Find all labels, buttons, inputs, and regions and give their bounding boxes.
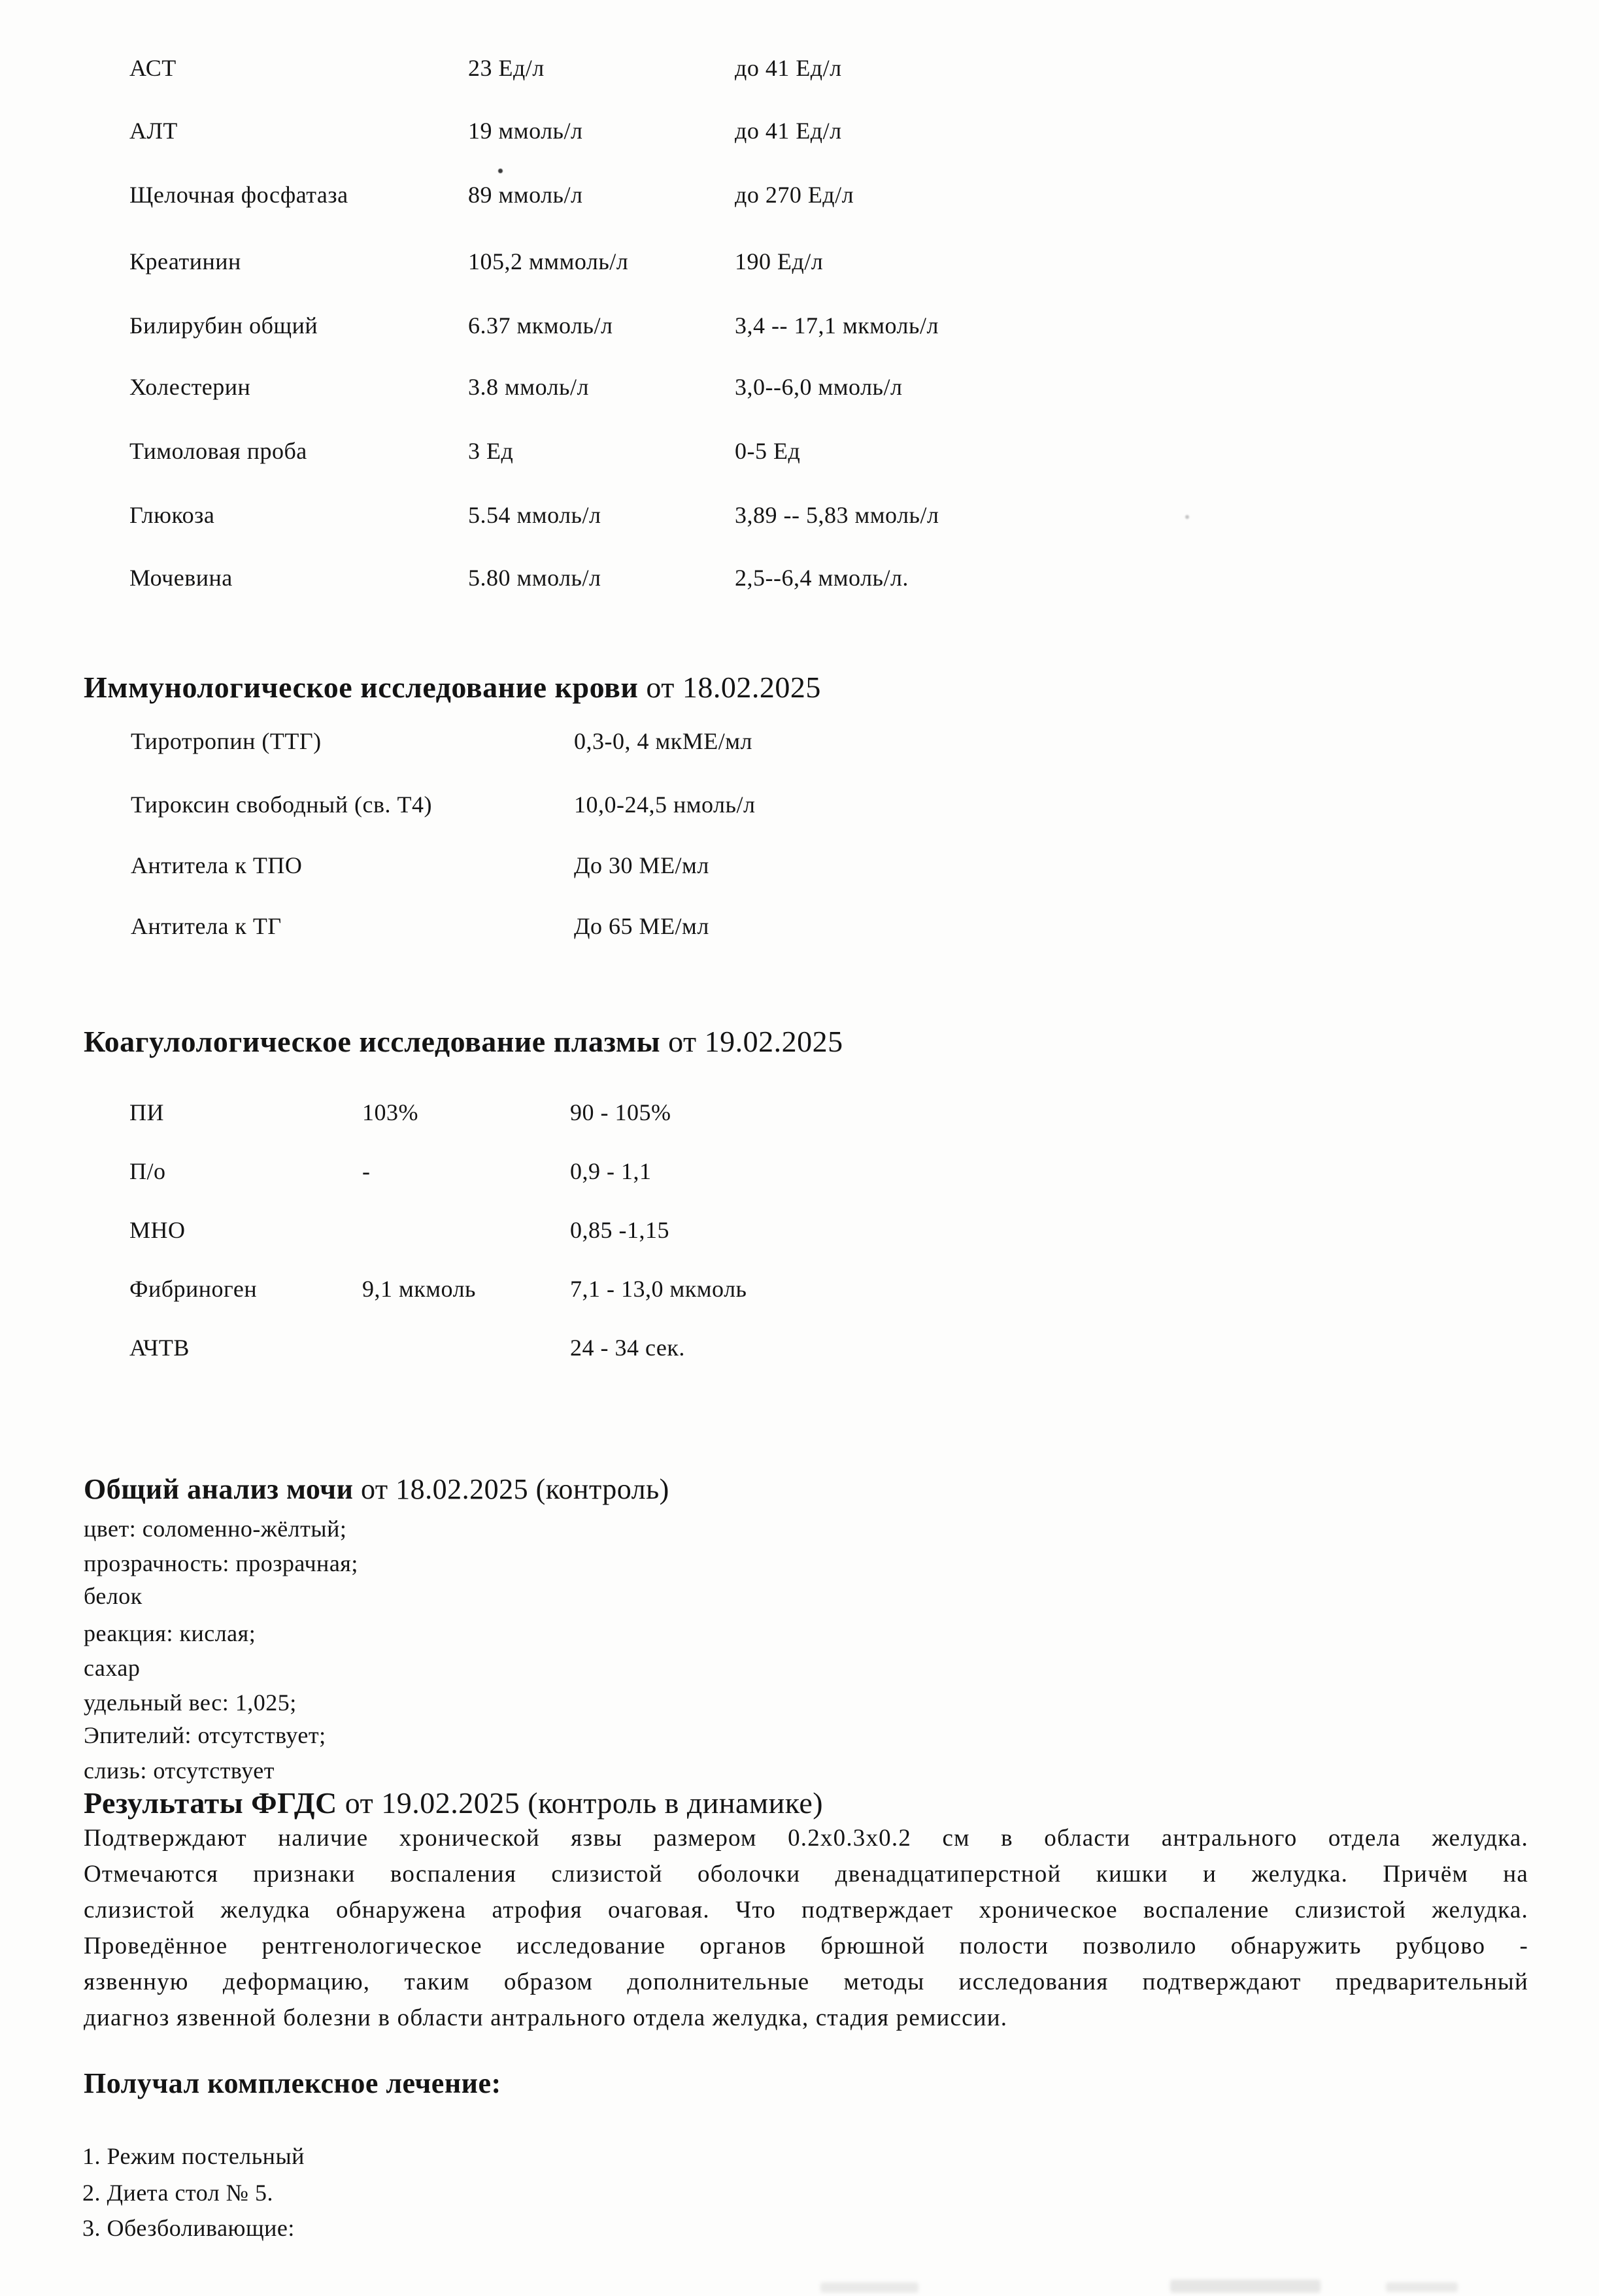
analyte-norm: До 65 МЕ/мл	[574, 913, 709, 939]
section-title-bold: Коагулологическое исследование плазмы	[84, 1025, 661, 1058]
analyte-name: Фибриноген	[129, 1276, 258, 1302]
analyte-norm: 90 - 105%	[570, 1099, 671, 1125]
analyte-name: Мочевина	[129, 565, 233, 591]
section-title	[84, 1027, 843, 1057]
analyte-value: 5.54 ммоль/л	[468, 502, 601, 528]
analyte-norm: до 41 Ед/л	[735, 118, 842, 144]
section-title	[84, 1475, 669, 1504]
fgds-paragraph-line: Подтверждают наличие хронической язвы размером 0.2х0.3х0.2 см в области антрального отдела желудка.	[84, 1826, 1528, 1852]
treatment-item: 1. Режим постельный	[82, 2143, 305, 2169]
analyte-value: 105,2 мммоль/л	[468, 248, 629, 275]
analyte-value: 103%	[362, 1099, 418, 1125]
table-row	[0, 793, 1599, 827]
analyte-name: Щелочная фосфатаза	[129, 182, 348, 208]
analyte-value: 9,1 мкмоль	[362, 1276, 476, 1302]
urine-clarity-line: прозрачность: прозрачная;	[84, 1550, 358, 1576]
scan-smudge	[820, 2282, 918, 2293]
table-row	[0, 1159, 1599, 1193]
analyte-norm: 7,1 - 13,0 мкмоль	[570, 1276, 747, 1302]
analyte-name: Креатинин	[129, 248, 241, 275]
analyte-name: П/о	[129, 1158, 166, 1184]
fgds-paragraph-line: диагноз язвенной болезни в области антрального отдела желудка, стадия ремиссии.	[84, 2005, 1008, 2031]
analyte-value: -	[362, 1158, 371, 1184]
table-row	[0, 914, 1599, 948]
analyte-name: АЛТ	[129, 118, 178, 144]
analyte-name: Тимоловая проба	[129, 438, 307, 464]
treatment-item: 2. Диета стол № 5.	[82, 2180, 274, 2206]
table-row	[0, 1218, 1599, 1252]
section-title-bold: Иммунологическое исследование крови	[84, 671, 639, 704]
table-row	[0, 566, 1599, 600]
analyte-norm: 0,9 - 1,1	[570, 1158, 652, 1184]
table-row	[0, 56, 1599, 90]
scan-speck	[1185, 515, 1189, 519]
analyte-name: ПИ	[129, 1099, 164, 1125]
fgds-paragraph-line: Отмечаются признаки воспаления слизистой оболочки двенадцатиперстной кишки и желудка. Причём на	[84, 1862, 1528, 1888]
analyte-value: 19 ммоль/л	[468, 118, 583, 144]
analyte-name: АСТ	[129, 55, 177, 81]
section-title-bold: Результаты ФГДС	[84, 1786, 337, 1820]
analyte-value: 3 Ед	[468, 438, 514, 464]
fgds-paragraph-line: слизистой желудка обнаружена атрофия очаговая. Что подтверждает хроническое воспаление слизистой желудка.	[84, 1898, 1528, 1923]
table-row	[0, 1277, 1599, 1311]
analyte-norm: 0,85 -1,15	[570, 1217, 669, 1243]
analyte-name: Тиротропин (ТТГ)	[131, 728, 322, 754]
analyte-norm: до 270 Ед/л	[735, 182, 854, 208]
fgds-paragraph-line: язвенную деформацию, таким образом дополнительные методы исследования подтверждают предварительный	[84, 1970, 1528, 1995]
analyte-norm: 0-5 Ед	[735, 438, 801, 464]
section-title	[84, 2069, 501, 2098]
analyte-name: Антитела к ТГ	[131, 913, 282, 939]
analyte-norm: 3,89 -- 5,83 ммоль/л	[735, 502, 939, 528]
scan-smudge	[1170, 2280, 1321, 2293]
table-row	[0, 729, 1599, 763]
analyte-norm: 2,5--6,4 ммоль/л.	[735, 565, 909, 591]
section-title-bold: Общий анализ мочи	[84, 1473, 354, 1505]
analyte-norm: 3,4 -- 17,1 мкмоль/л	[735, 312, 939, 339]
urine-mucus-line: слизь: отсутствует	[84, 1757, 275, 1784]
table-row	[0, 183, 1599, 217]
analyte-name: Тироксин свободный (св. Т4)	[131, 791, 432, 818]
analyte-norm: 10,0-24,5 нмоль/л	[574, 791, 756, 818]
analyte-name: Антитела к ТПО	[131, 852, 303, 878]
section-title	[84, 1788, 823, 1818]
section-title-date: от 19.02.2025 (контроль в динамике)	[337, 1786, 824, 1820]
section-title-date: от 18.02.2025 (контроль)	[353, 1473, 669, 1505]
analyte-norm: 190 Ед/л	[735, 248, 824, 275]
analyte-value: 89 ммоль/л	[468, 182, 583, 208]
analyte-name: Билирубин общий	[129, 312, 318, 339]
table-row	[0, 854, 1599, 888]
analyte-name: АЧТВ	[129, 1335, 190, 1361]
analyte-value: 5.80 ммоль/л	[468, 565, 601, 591]
table-row	[0, 314, 1599, 348]
analyte-norm: 24 - 34 сек.	[570, 1335, 685, 1361]
treatment-item: 3. Обезболивающие:	[82, 2215, 295, 2241]
urine-reaction-line: реакция: кислая;	[84, 1620, 256, 1646]
analyte-value: 3.8 ммоль/л	[468, 374, 589, 400]
analyte-name: МНО	[129, 1217, 186, 1243]
analyte-value: 6.37 мкмоль/л	[468, 312, 613, 339]
analyte-norm: 3,0--6,0 ммоль/л	[735, 374, 903, 400]
table-row	[0, 250, 1599, 284]
urine-protein-line: белок	[84, 1583, 143, 1609]
section-title-date: от 19.02.2025	[660, 1025, 843, 1058]
urine-gravity-line: удельный вес: 1,025;	[84, 1689, 297, 1716]
analyte-name: Глюкоза	[129, 502, 215, 528]
analyte-name: Холестерин	[129, 374, 251, 400]
table-row	[0, 375, 1599, 409]
urine-sugar-line: сахар	[84, 1655, 141, 1681]
table-row	[0, 1101, 1599, 1135]
scan-speck	[498, 169, 503, 173]
table-row	[0, 119, 1599, 153]
analyte-norm: До 30 МЕ/мл	[574, 852, 709, 878]
urine-color-line: цвет: соломенно-жёлтый;	[84, 1516, 347, 1542]
urine-epithelium-line: Эпителий: отсутствует;	[84, 1722, 326, 1748]
scan-smudge	[1386, 2282, 1458, 2292]
table-row	[0, 503, 1599, 537]
fgds-paragraph-line: Проведённое рентгенологическое исследование органов брюшной полости позволило обнаружить рубцово -	[84, 1934, 1528, 1959]
analyte-norm: 0,3-0, 4 мкМЕ/мл	[574, 728, 753, 754]
section-title-bold: Получал комплексное лечение:	[84, 2067, 501, 2099]
section-title	[84, 673, 821, 703]
analyte-value: 23 Ед/л	[468, 55, 545, 81]
table-row	[0, 439, 1599, 473]
section-title-date: от 18.02.2025	[638, 671, 821, 704]
analyte-norm: до 41 Ед/л	[735, 55, 842, 81]
table-row	[0, 1336, 1599, 1370]
